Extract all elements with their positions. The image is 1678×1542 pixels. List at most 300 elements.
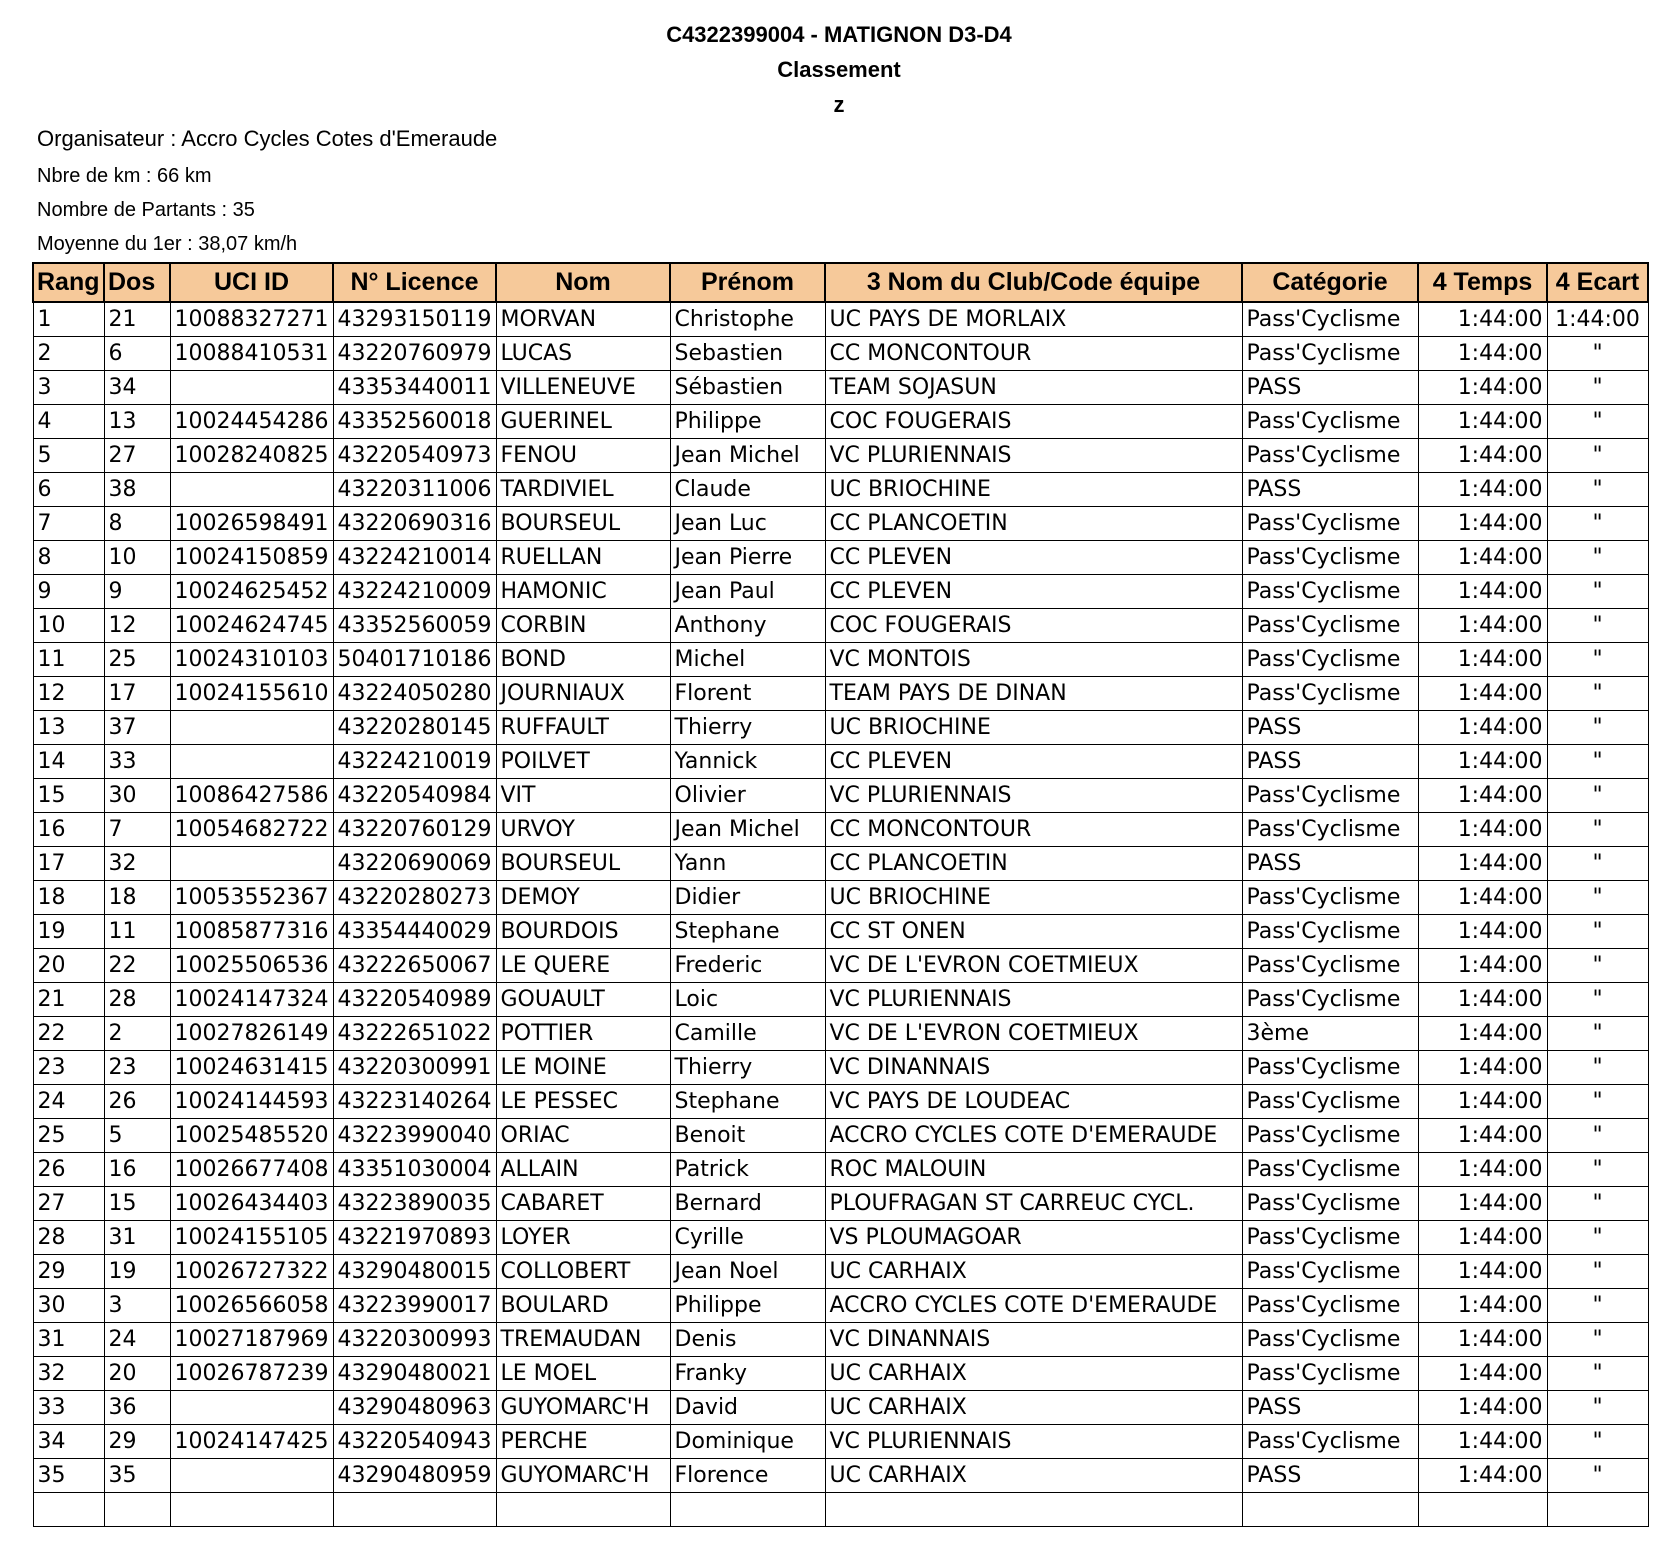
table-row <box>33 473 1648 507</box>
cell-prenom: Stephane <box>670 1085 825 1119</box>
cell-rang: 10 <box>33 609 104 643</box>
cell-categorie: Pass'Cyclisme <box>1242 881 1418 915</box>
cell-categorie: Pass'Cyclisme <box>1242 813 1418 847</box>
cell-rang: 7 <box>33 507 104 541</box>
cell-ecart: " <box>1547 1255 1648 1289</box>
cell-categorie: 3ème <box>1242 1017 1418 1051</box>
cell-uci-id: 10024454286 <box>170 405 333 439</box>
cell-club: UC CARHAIX <box>825 1357 1242 1391</box>
cell-dos: 30 <box>104 779 170 813</box>
cell-categorie: Pass'Cyclisme <box>1242 507 1418 541</box>
cell-licence: 43223990017 <box>333 1289 496 1323</box>
cell-club: COC FOUGERAIS <box>825 609 1242 643</box>
cell-categorie: Pass'Cyclisme <box>1242 1425 1418 1459</box>
cell-temps: 1:44:00 <box>1418 507 1547 541</box>
cell-ecart: " <box>1547 337 1648 371</box>
cell-ecart: " <box>1547 1323 1648 1357</box>
table-row <box>33 1357 1648 1391</box>
cell-rang: 22 <box>33 1017 104 1051</box>
cell-licence: 43224210009 <box>333 575 496 609</box>
cell-categorie: Pass'Cyclisme <box>1242 983 1418 1017</box>
cell-club: ACCRO CYCLES COTE D'EMERAUDE <box>825 1289 1242 1323</box>
cell-dos: 22 <box>104 949 170 983</box>
table-row <box>33 1017 1648 1051</box>
cell-categorie: Pass'Cyclisme <box>1242 302 1418 337</box>
cell-licence: 43290480959 <box>333 1459 496 1493</box>
cell-ecart: " <box>1547 507 1648 541</box>
cell-ecart: " <box>1547 643 1648 677</box>
cell-prenom: Benoit <box>670 1119 825 1153</box>
cell-uci-id <box>170 1493 333 1527</box>
cell-temps: 1:44:00 <box>1418 711 1547 745</box>
cell-dos: 17 <box>104 677 170 711</box>
cell-licence: 43353440011 <box>333 371 496 405</box>
cell-prenom: Bernard <box>670 1187 825 1221</box>
cell-prenom: Denis <box>670 1323 825 1357</box>
cell-temps: 1:44:00 <box>1418 677 1547 711</box>
cell-rang: 8 <box>33 541 104 575</box>
cell-ecart: " <box>1547 473 1648 507</box>
cell-categorie: Pass'Cyclisme <box>1242 1323 1418 1357</box>
cell-ecart <box>1547 1493 1648 1527</box>
cell-ecart: " <box>1547 1153 1648 1187</box>
cell-club: UC BRIOCHINE <box>825 473 1242 507</box>
cell-rang: 34 <box>33 1425 104 1459</box>
cell-ecart: " <box>1547 949 1648 983</box>
cell-ecart: " <box>1547 541 1648 575</box>
cell-prenom: Jean Noel <box>670 1255 825 1289</box>
cell-uci-id <box>170 371 333 405</box>
cell-categorie: Pass'Cyclisme <box>1242 405 1418 439</box>
cell-dos: 10 <box>104 541 170 575</box>
cell-dos: 33 <box>104 745 170 779</box>
cell-temps: 1:44:00 <box>1418 847 1547 881</box>
col-header-rang: Rang <box>33 263 104 302</box>
cell-temps: 1:44:00 <box>1418 371 1547 405</box>
cell-uci-id: 10024144593 <box>170 1085 333 1119</box>
cell-rang: 20 <box>33 949 104 983</box>
table-row <box>33 711 1648 745</box>
cell-rang: 18 <box>33 881 104 915</box>
cell-rang: 13 <box>33 711 104 745</box>
cell-uci-id: 10026434403 <box>170 1187 333 1221</box>
cell-temps: 1:44:00 <box>1418 983 1547 1017</box>
cell-nom: RUELLAN <box>496 541 670 575</box>
table-row <box>33 745 1648 779</box>
cell-club: CC MONCONTOUR <box>825 337 1242 371</box>
cell-licence: 43220760129 <box>333 813 496 847</box>
cell-ecart: " <box>1547 813 1648 847</box>
cell-dos: 7 <box>104 813 170 847</box>
cell-temps <box>1418 1493 1547 1527</box>
cell-uci-id <box>170 847 333 881</box>
cell-prenom: Dominique <box>670 1425 825 1459</box>
table-row <box>33 1119 1648 1153</box>
cell-dos: 37 <box>104 711 170 745</box>
cell-temps: 1:44:00 <box>1418 473 1547 507</box>
cell-temps: 1:44:00 <box>1418 1255 1547 1289</box>
col-header-temps: 4 Temps <box>1418 263 1547 302</box>
cell-rang: 12 <box>33 677 104 711</box>
cell-temps: 1:44:00 <box>1418 541 1547 575</box>
cell-prenom <box>670 1493 825 1527</box>
results-table <box>32 262 1649 1527</box>
cell-temps: 1:44:00 <box>1418 302 1547 337</box>
cell-rang: 35 <box>33 1459 104 1493</box>
cell-club: ROC MALOUIN <box>825 1153 1242 1187</box>
cell-uci-id <box>170 473 333 507</box>
cell-temps: 1:44:00 <box>1418 1425 1547 1459</box>
cell-temps: 1:44:00 <box>1418 643 1547 677</box>
col-header-prenom: Prénom <box>670 263 825 302</box>
cell-nom: BOULARD <box>496 1289 670 1323</box>
cell-prenom: Jean Michel <box>670 813 825 847</box>
cell-uci-id: 10024631415 <box>170 1051 333 1085</box>
cell-club: CC PLEVEN <box>825 745 1242 779</box>
cell-uci-id: 10088410531 <box>170 337 333 371</box>
cell-dos: 5 <box>104 1119 170 1153</box>
cell-club: VS PLOUMAGOAR <box>825 1221 1242 1255</box>
cell-nom: GOUAULT <box>496 983 670 1017</box>
cell-club: VC PAYS DE LOUDEAC <box>825 1085 1242 1119</box>
cell-dos: 36 <box>104 1391 170 1425</box>
header-row <box>33 263 1648 302</box>
cell-rang: 32 <box>33 1357 104 1391</box>
cell-club: CC PLEVEN <box>825 541 1242 575</box>
cell-licence: 43224050280 <box>333 677 496 711</box>
cell-categorie: Pass'Cyclisme <box>1242 643 1418 677</box>
cell-club: CC MONCONTOUR <box>825 813 1242 847</box>
cell-nom: CABARET <box>496 1187 670 1221</box>
cell-temps: 1:44:00 <box>1418 779 1547 813</box>
cell-dos: 29 <box>104 1425 170 1459</box>
table-row <box>33 1221 1648 1255</box>
cell-nom: COLLOBERT <box>496 1255 670 1289</box>
cell-licence: 43223140264 <box>333 1085 496 1119</box>
cell-prenom: Claude <box>670 473 825 507</box>
cell-nom <box>496 1493 670 1527</box>
table-row <box>33 813 1648 847</box>
cell-prenom: Yannick <box>670 745 825 779</box>
cell-rang: 24 <box>33 1085 104 1119</box>
cell-categorie: Pass'Cyclisme <box>1242 1357 1418 1391</box>
cell-licence: 43223990040 <box>333 1119 496 1153</box>
cell-dos: 16 <box>104 1153 170 1187</box>
cell-prenom: Sebastien <box>670 337 825 371</box>
cell-uci-id <box>170 1459 333 1493</box>
cell-licence: 43220760979 <box>333 337 496 371</box>
table-row <box>33 881 1648 915</box>
cell-uci-id: 10024155105 <box>170 1221 333 1255</box>
cell-rang: 11 <box>33 643 104 677</box>
cell-categorie: PASS <box>1242 847 1418 881</box>
cell-prenom: Franky <box>670 1357 825 1391</box>
cell-uci-id <box>170 711 333 745</box>
cell-licence: 43290480015 <box>333 1255 496 1289</box>
table-row <box>33 371 1648 405</box>
cell-prenom: Philippe <box>670 405 825 439</box>
cell-club: CC PLANCOETIN <box>825 847 1242 881</box>
cell-prenom: Camille <box>670 1017 825 1051</box>
cell-categorie: Pass'Cyclisme <box>1242 541 1418 575</box>
cell-dos: 32 <box>104 847 170 881</box>
cell-licence: 43220540943 <box>333 1425 496 1459</box>
cell-club: CC PLEVEN <box>825 575 1242 609</box>
cell-categorie: Pass'Cyclisme <box>1242 439 1418 473</box>
cell-prenom: Patrick <box>670 1153 825 1187</box>
cell-dos: 20 <box>104 1357 170 1391</box>
cell-categorie: Pass'Cyclisme <box>1242 1255 1418 1289</box>
cell-club: VC PLURIENNAIS <box>825 779 1242 813</box>
cell-prenom: Christophe <box>670 302 825 337</box>
cell-rang: 26 <box>33 1153 104 1187</box>
cell-prenom: Thierry <box>670 711 825 745</box>
cell-prenom: Olivier <box>670 779 825 813</box>
cell-temps: 1:44:00 <box>1418 1357 1547 1391</box>
cell-temps: 1:44:00 <box>1418 609 1547 643</box>
cell-prenom: Stephane <box>670 915 825 949</box>
cell-licence: 43290480021 <box>333 1357 496 1391</box>
table-row <box>33 541 1648 575</box>
cell-categorie: Pass'Cyclisme <box>1242 1119 1418 1153</box>
cell-nom: BOURSEUL <box>496 847 670 881</box>
category-label: z <box>833 92 845 117</box>
cell-categorie <box>1242 1493 1418 1527</box>
cell-prenom: Yann <box>670 847 825 881</box>
cell-club: CC ST ONEN <box>825 915 1242 949</box>
cell-dos: 24 <box>104 1323 170 1357</box>
cell-temps: 1:44:00 <box>1418 949 1547 983</box>
col-header-licence: N° Licence <box>333 263 496 302</box>
cell-prenom: Cyrille <box>670 1221 825 1255</box>
cell-categorie: Pass'Cyclisme <box>1242 1187 1418 1221</box>
table-row <box>33 1085 1648 1119</box>
cell-ecart: " <box>1547 439 1648 473</box>
table-row <box>33 337 1648 371</box>
cell-uci-id: 10024625452 <box>170 575 333 609</box>
cell-temps: 1:44:00 <box>1418 405 1547 439</box>
cell-prenom: Michel <box>670 643 825 677</box>
cell-rang: 3 <box>33 371 104 405</box>
cell-categorie: PASS <box>1242 1391 1418 1425</box>
cell-dos: 12 <box>104 609 170 643</box>
cell-ecart: " <box>1547 1289 1648 1323</box>
cell-ecart: " <box>1547 405 1648 439</box>
cell-dos: 34 <box>104 371 170 405</box>
cell-dos: 28 <box>104 983 170 1017</box>
cell-temps: 1:44:00 <box>1418 1323 1547 1357</box>
cell-dos: 3 <box>104 1289 170 1323</box>
col-header-uci-id: UCI ID <box>170 263 333 302</box>
cell-nom: FENOU <box>496 439 670 473</box>
cell-temps: 1:44:00 <box>1418 1051 1547 1085</box>
col-header-dos: Dos <box>104 263 170 302</box>
cell-prenom: Jean Paul <box>670 575 825 609</box>
cell-uci-id: 10053552367 <box>170 881 333 915</box>
cell-dos: 19 <box>104 1255 170 1289</box>
cell-dos: 15 <box>104 1187 170 1221</box>
cell-dos: 25 <box>104 643 170 677</box>
cell-rang: 15 <box>33 779 104 813</box>
cell-club: UC PAYS DE MORLAIX <box>825 302 1242 337</box>
cell-categorie: Pass'Cyclisme <box>1242 609 1418 643</box>
cell-rang: 4 <box>33 405 104 439</box>
cell-uci-id: 10027826149 <box>170 1017 333 1051</box>
table-row <box>33 779 1648 813</box>
table-row <box>33 609 1648 643</box>
cell-uci-id: 10054682722 <box>170 813 333 847</box>
cell-uci-id: 10024150859 <box>170 541 333 575</box>
cell-licence: 43293150119 <box>333 302 496 337</box>
cell-licence: 43220690069 <box>333 847 496 881</box>
table-row <box>33 1051 1648 1085</box>
cell-temps: 1:44:00 <box>1418 1391 1547 1425</box>
cell-ecart: " <box>1547 1425 1648 1459</box>
cell-club: UC CARHAIX <box>825 1255 1242 1289</box>
cell-rang: 27 <box>33 1187 104 1221</box>
table-row <box>33 1425 1648 1459</box>
cell-prenom: Loic <box>670 983 825 1017</box>
cell-categorie: Pass'Cyclisme <box>1242 949 1418 983</box>
col-header-categorie: Catégorie <box>1242 263 1418 302</box>
cell-club: UC BRIOCHINE <box>825 881 1242 915</box>
cell-categorie: Pass'Cyclisme <box>1242 677 1418 711</box>
cell-club: VC DE L'EVRON COETMIEUX <box>825 1017 1242 1051</box>
cell-temps: 1:44:00 <box>1418 1221 1547 1255</box>
cell-licence: 43221970893 <box>333 1221 496 1255</box>
cell-ecart: " <box>1547 881 1648 915</box>
cell-prenom: Florence <box>670 1459 825 1493</box>
cell-rang: 33 <box>33 1391 104 1425</box>
cell-prenom: Didier <box>670 881 825 915</box>
table-row <box>33 405 1648 439</box>
cell-uci-id: 10024147324 <box>170 983 333 1017</box>
cell-licence: 43352560059 <box>333 609 496 643</box>
cell-rang: 16 <box>33 813 104 847</box>
cell-uci-id: 10085877316 <box>170 915 333 949</box>
table-row <box>33 302 1648 337</box>
cell-prenom: Jean Luc <box>670 507 825 541</box>
cell-categorie: PASS <box>1242 711 1418 745</box>
cell-categorie: PASS <box>1242 745 1418 779</box>
cell-temps: 1:44:00 <box>1418 337 1547 371</box>
cell-nom: VIT <box>496 779 670 813</box>
cell-licence: 43220280273 <box>333 881 496 915</box>
cell-temps: 1:44:00 <box>1418 1153 1547 1187</box>
cell-club: ACCRO CYCLES COTE D'EMERAUDE <box>825 1119 1242 1153</box>
cell-ecart: " <box>1547 1051 1648 1085</box>
cell-club: UC BRIOCHINE <box>825 711 1242 745</box>
cell-ecart: " <box>1547 1119 1648 1153</box>
cell-dos: 6 <box>104 337 170 371</box>
cell-nom: TARDIVIEL <box>496 473 670 507</box>
cell-uci-id: 10027187969 <box>170 1323 333 1357</box>
cell-ecart: " <box>1547 609 1648 643</box>
cell-licence: 43222651022 <box>333 1017 496 1051</box>
table-row <box>33 1255 1648 1289</box>
cell-ecart: " <box>1547 711 1648 745</box>
cell-licence: 43220690316 <box>333 507 496 541</box>
cell-ecart: " <box>1547 1357 1648 1391</box>
cell-rang: 28 <box>33 1221 104 1255</box>
cell-categorie: Pass'Cyclisme <box>1242 1221 1418 1255</box>
table-row <box>33 507 1648 541</box>
cell-uci-id: 10025506536 <box>170 949 333 983</box>
cell-nom: LE MOINE <box>496 1051 670 1085</box>
cell-rang: 14 <box>33 745 104 779</box>
table-row <box>33 1289 1648 1323</box>
cell-uci-id: 10024624745 <box>170 609 333 643</box>
cell-dos: 26 <box>104 1085 170 1119</box>
cell-temps: 1:44:00 <box>1418 575 1547 609</box>
cell-uci-id: 10086427586 <box>170 779 333 813</box>
cell-temps: 1:44:00 <box>1418 745 1547 779</box>
cell-nom: URVOY <box>496 813 670 847</box>
cell-prenom: Florent <box>670 677 825 711</box>
cell-club: VC DE L'EVRON COETMIEUX <box>825 949 1242 983</box>
cell-club: COC FOUGERAIS <box>825 405 1242 439</box>
cell-rang: 29 <box>33 1255 104 1289</box>
cell-prenom: Thierry <box>670 1051 825 1085</box>
distance-line: Nbre de km : 66 km <box>37 165 212 187</box>
cell-club <box>825 1493 1242 1527</box>
cell-club: VC PLURIENNAIS <box>825 1425 1242 1459</box>
cell-temps: 1:44:00 <box>1418 1017 1547 1051</box>
table-row <box>33 439 1648 473</box>
cell-uci-id: 10024310103 <box>170 643 333 677</box>
cell-ecart: 1:44:00 <box>1547 302 1648 337</box>
cell-club: VC PLURIENNAIS <box>825 439 1242 473</box>
table-row <box>33 847 1648 881</box>
cell-ecart: " <box>1547 745 1648 779</box>
cell-ecart: " <box>1547 1459 1648 1493</box>
cell-rang: 2 <box>33 337 104 371</box>
cell-uci-id: 10026598491 <box>170 507 333 541</box>
cell-ecart: " <box>1547 677 1648 711</box>
cell-uci-id: 10026566058 <box>170 1289 333 1323</box>
cell-prenom: Frederic <box>670 949 825 983</box>
cell-dos: 18 <box>104 881 170 915</box>
cell-categorie: Pass'Cyclisme <box>1242 575 1418 609</box>
cell-uci-id: 10088327271 <box>170 302 333 337</box>
cell-dos: 27 <box>104 439 170 473</box>
cell-nom: LUCAS <box>496 337 670 371</box>
cell-uci-id: 10024147425 <box>170 1425 333 1459</box>
cell-licence: 43351030004 <box>333 1153 496 1187</box>
table-row <box>33 1187 1648 1221</box>
cell-nom: VILLENEUVE <box>496 371 670 405</box>
cell-temps: 1:44:00 <box>1418 1085 1547 1119</box>
cell-licence: 43224210019 <box>333 745 496 779</box>
cell-ecart: " <box>1547 847 1648 881</box>
cell-nom: LOYER <box>496 1221 670 1255</box>
cell-rang: 5 <box>33 439 104 473</box>
cell-categorie: PASS <box>1242 371 1418 405</box>
table-row <box>33 1153 1648 1187</box>
cell-rang: 1 <box>33 302 104 337</box>
cell-nom: POILVET <box>496 745 670 779</box>
cell-nom: LE QUERE <box>496 949 670 983</box>
table-row <box>33 915 1648 949</box>
cell-ecart: " <box>1547 1221 1648 1255</box>
table-row <box>33 677 1648 711</box>
cell-dos: 8 <box>104 507 170 541</box>
cell-uci-id: 10025485520 <box>170 1119 333 1153</box>
cell-dos: 11 <box>104 915 170 949</box>
cell-uci-id: 10028240825 <box>170 439 333 473</box>
cell-licence: 50401710186 <box>333 643 496 677</box>
cell-temps: 1:44:00 <box>1418 1289 1547 1323</box>
